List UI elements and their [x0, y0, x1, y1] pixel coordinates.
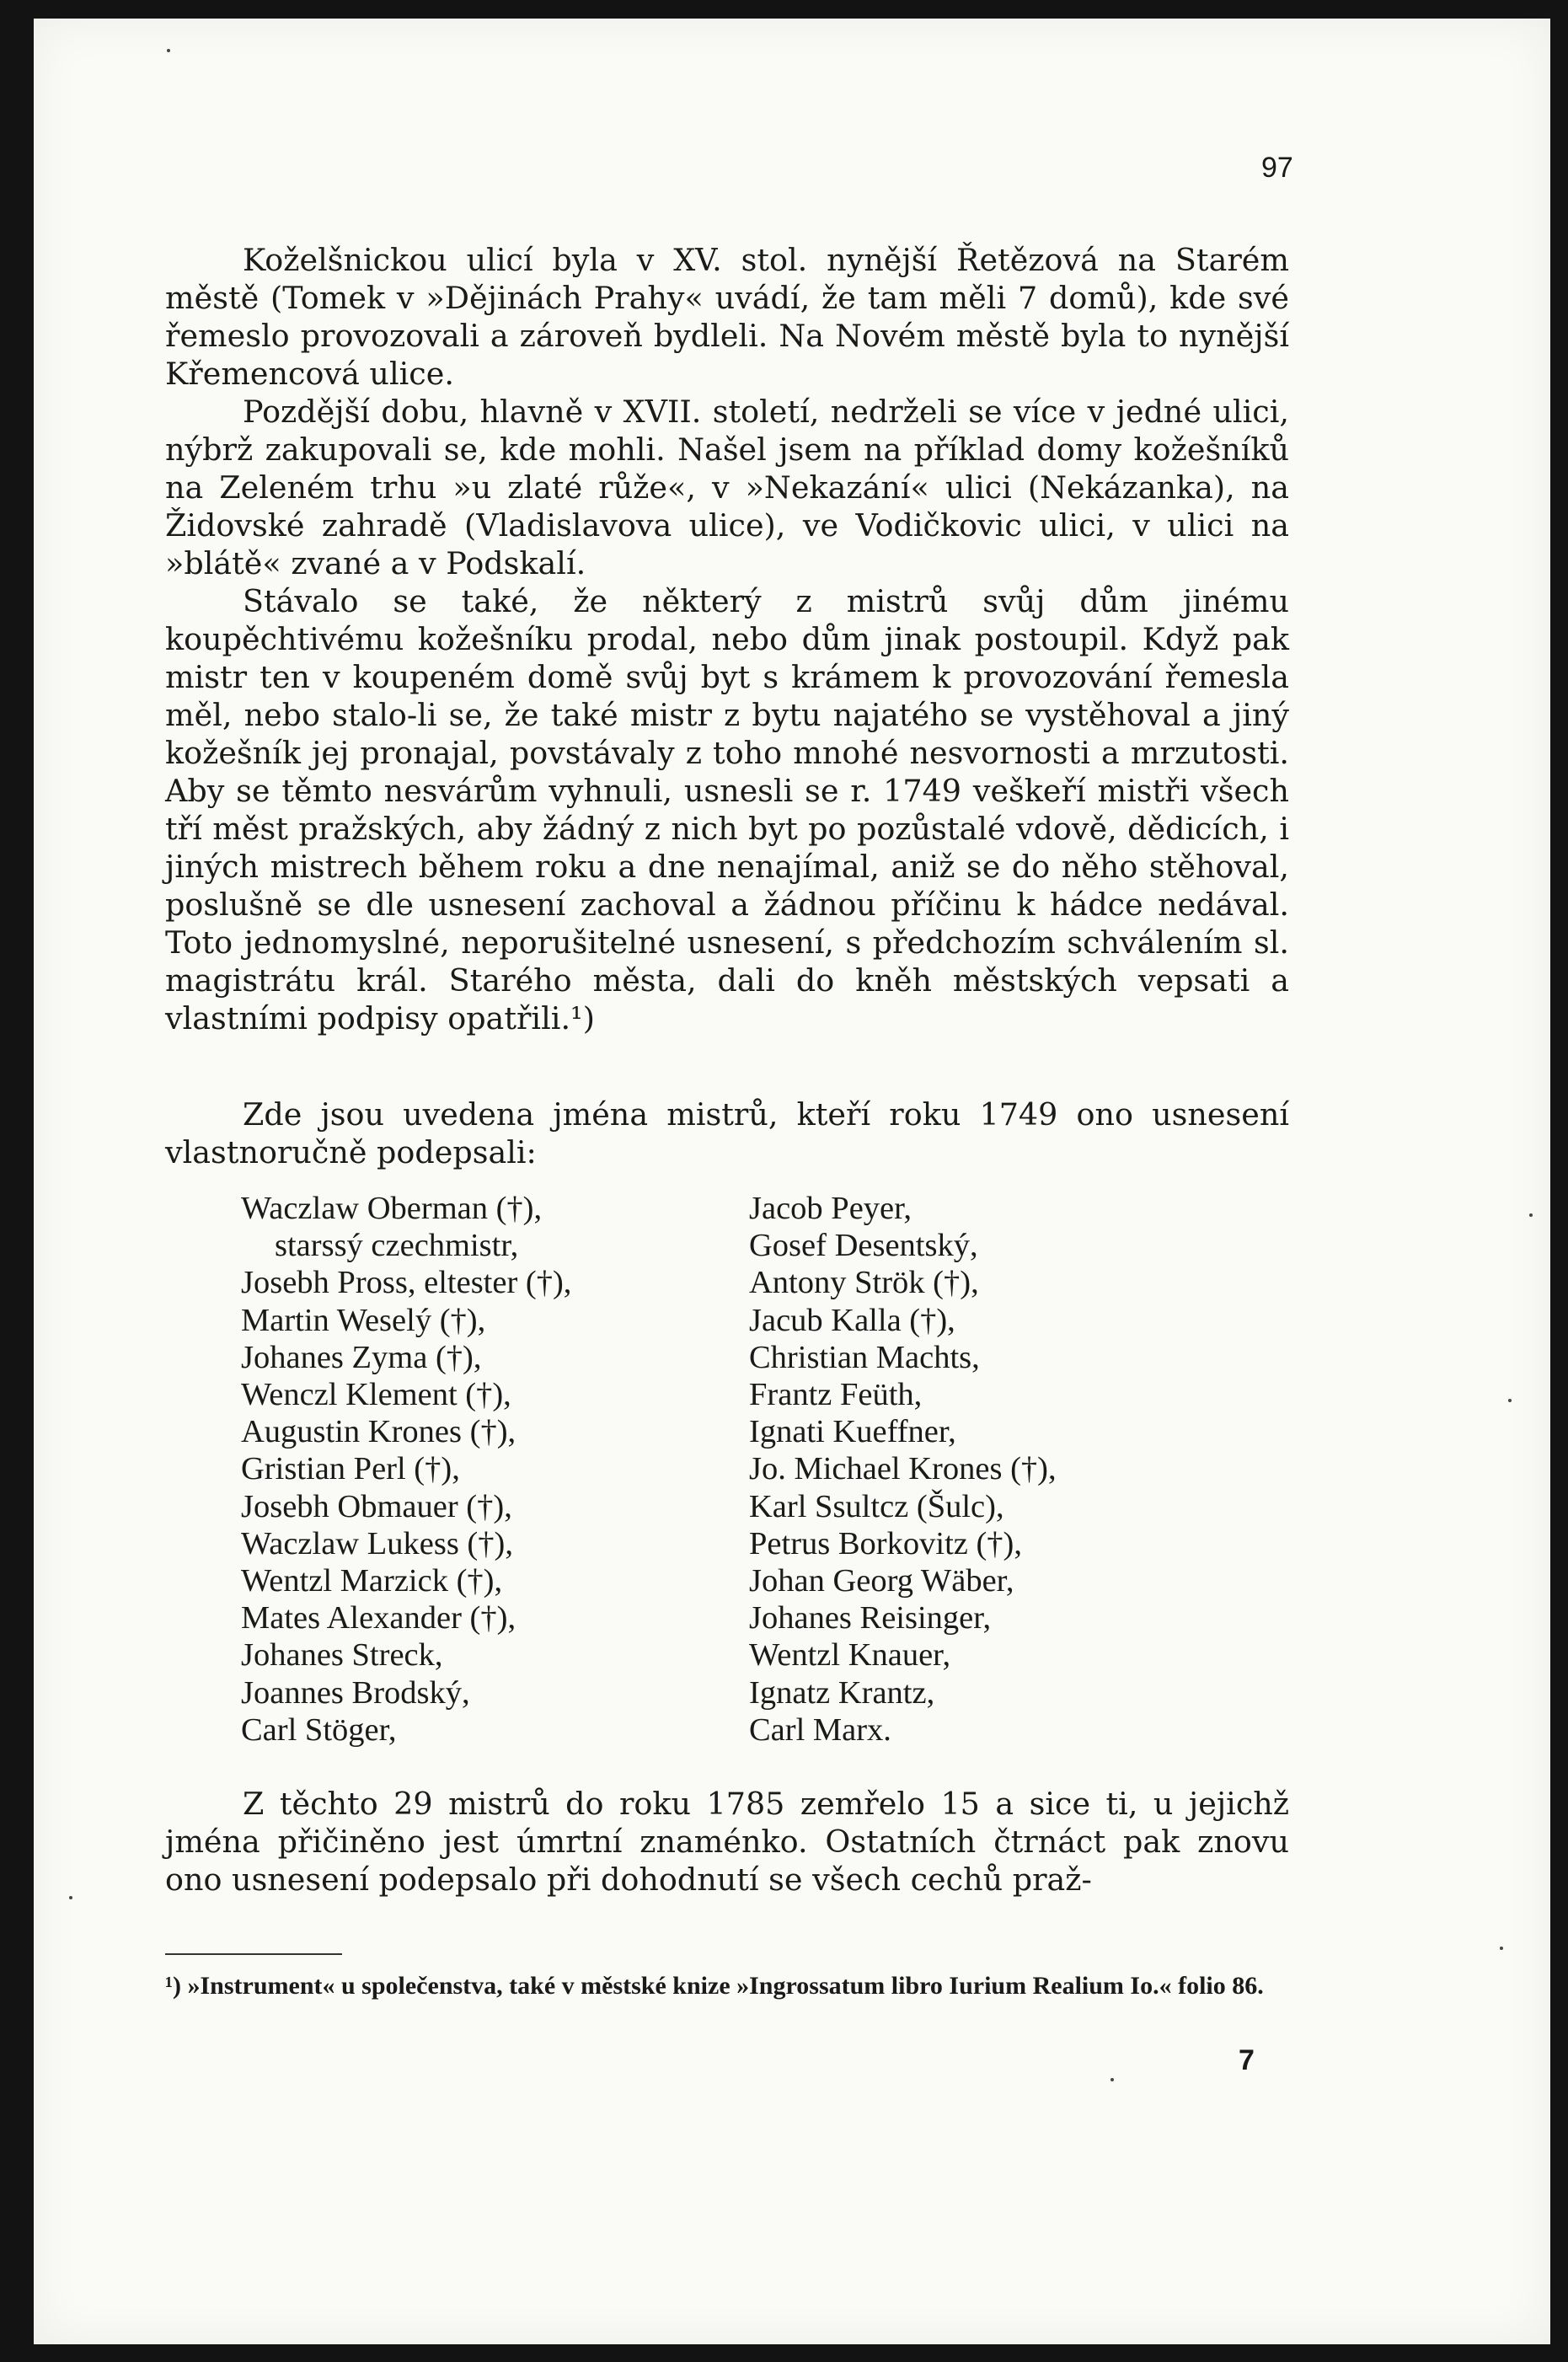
name-item: Frantz Feüth, — [749, 1377, 923, 1413]
footnote-divider — [165, 1953, 342, 1955]
name-item: Ignatz Krantz, — [749, 1674, 935, 1711]
names-list-right — [749, 1190, 1057, 1749]
closing-paragraph: Z těchto 29 mistrů do roku 1785 zemřelo 15 a sice ti, u jejichž jména přičiněno jest úmrtní znaménko. Ostatních čtrnáct pak znovu ono usnesení podepsalo při dohodnutí se všech cechů praž- — [165, 1786, 1289, 1898]
paragraph-2: Pozdější dobu, hlavně v XVII. století, nedrželi se více v jedné ulici, nýbrž zakupovali se, kde mohli. Našel jsem na příklad domy kožešníků na Zeleném trhu »u zlaté růže«, v »Nekazání« ulici (Nekázanka), na Židovské zahradě (Vladislavova ulice), ve Vodičkovic ulici, v ulici na »blátě« zvané a v Podskalí. — [165, 394, 1289, 581]
name-item: Gristian Perl (†), — [241, 1451, 460, 1487]
name-item: Wenczl Klement (†), — [241, 1377, 511, 1413]
name-item: Josebh Pross, eltester (†), — [241, 1265, 572, 1301]
name-item: Petrus Borkovitz (†), — [749, 1525, 1022, 1561]
name-item: Johanes Zyma (†), — [241, 1339, 482, 1375]
name-item: Wentzl Marzick (†), — [241, 1563, 503, 1599]
signature-mark: 7 — [1239, 2044, 1255, 2076]
scan-speck — [167, 49, 170, 52]
scan-speck — [69, 1896, 72, 1899]
scan-speck — [1110, 2078, 1114, 2081]
name-item: Martin Weselý (†), — [241, 1302, 486, 1338]
names-intro: Zde jsou uvedena jména mistrů, kteří roku 1749 ono usnesení vlastnoručně podepsali: — [165, 1096, 1289, 1170]
name-item: Carl Marx. — [749, 1711, 891, 1748]
name-item: Gosef Desentský, — [749, 1228, 978, 1264]
name-item: Joannes Brodský, — [241, 1674, 470, 1711]
name-item: Karl Ssultcz (Šulc), — [749, 1488, 1004, 1524]
name-item: Christian Machts, — [749, 1339, 980, 1375]
footnote: ¹) »Instrument« u společenstva, také v městské knize »Ingrossatum libro Iurium Realium Io.« folio 86. — [165, 1972, 1264, 2000]
name-item: Waczlaw Oberman (†), — [241, 1191, 543, 1226]
name-item: Carl Stöger, — [241, 1711, 397, 1748]
name-item: Jacub Kalla (†), — [749, 1302, 955, 1338]
name-item: Antony Strök (†), — [749, 1265, 979, 1301]
name-item: Johan Georg Wäber, — [749, 1563, 1014, 1599]
body-text — [165, 241, 1289, 1037]
name-item: Jacob Peyer, — [749, 1191, 912, 1226]
name-item: Ignati Kueffner, — [749, 1414, 956, 1450]
name-item: Jo. Michael Krones (†), — [749, 1451, 1057, 1487]
name-item: Wentzl Knauer, — [749, 1637, 951, 1674]
name-item: Josebh Obmauer (†), — [241, 1488, 512, 1524]
names-list-left — [241, 1190, 571, 1749]
scan-speck — [1508, 1399, 1512, 1402]
name-item: Johanes Streck, — [241, 1637, 443, 1674]
name-item: Johanes Reisinger, — [749, 1600, 992, 1636]
scan-speck — [1500, 1947, 1503, 1950]
name-item: Augustin Krones (†), — [241, 1414, 516, 1450]
paragraph-3: Stávalo se také, že některý z mistrů svůj dům jinému koupěchtivému kožešníku prodal, nebo dům jinak postoupil. Když pak mistr ten v koupeném domě svůj byt s krámem k provozování řemesla měl, nebo stalo-li se, že také mistr z bytu najatého se vystěhoval a jiný kožešník jej pronajal, povstávaly z toho mnohé nesvornosti a mrzutosti. Aby se těmto nesvárům vyhnuli, usnesli se r. 1749 veškeří mistři všech tří měst pražských, aby žádný z nich byt po pozůstalé vdově, dědicích, i jiných mistrech během roku a dne nenajímal, aniž se do něho stěhoval, poslušně se dle usnesení zachoval a žádnou příčinu k hádce nedával. Toto jednomyslné, neporušitelné usnesení, s předchozím schválením sl. magistrátu král. Starého města, dali do kněh městských vepsati a vlastními podpisy opatřili.¹) — [165, 583, 1289, 1036]
name-item: Waczlaw Lukess (†), — [241, 1525, 513, 1561]
page-number: 97 — [1261, 152, 1293, 184]
paragraph-1: Koželšnickou ulicí byla v XV. stol. nynější Řetězová na Starém městě (Tomek v »Dějinách Prahy« uvádí, že tam měli 7 domů), kde své řemeslo provozovali a zároveň bydleli. Na Novém městě byla to nynější Křemencová ulice. — [165, 242, 1289, 392]
name-item: Mates Alexander (†), — [241, 1600, 516, 1636]
scan-speck — [1529, 1213, 1533, 1217]
name-item: starssý czechmistr, — [275, 1228, 519, 1264]
